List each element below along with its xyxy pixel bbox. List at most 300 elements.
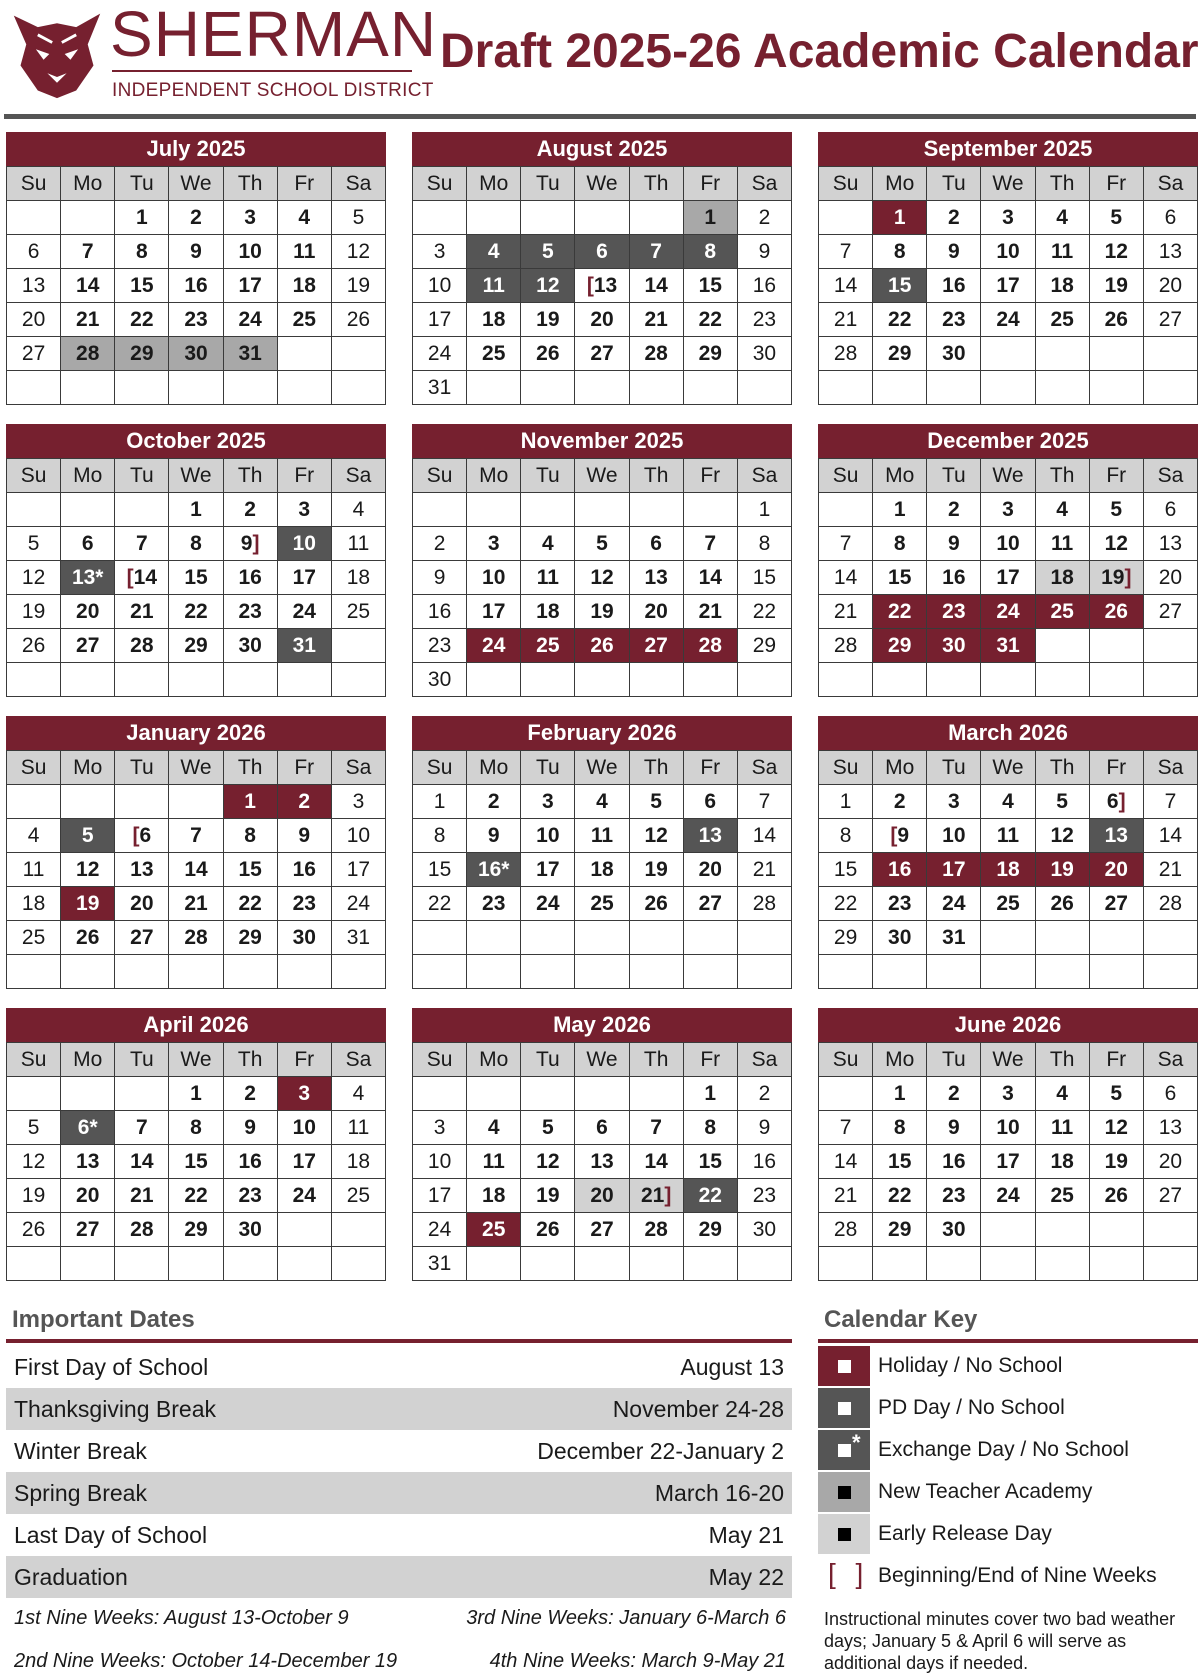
important-date-row [6, 1430, 792, 1472]
day-cell [873, 235, 927, 269]
day-cell [873, 1077, 927, 1111]
day-cell [7, 1213, 61, 1247]
day-number: 15 [130, 273, 154, 297]
empty-cell [873, 1247, 927, 1281]
day-number: 3 [433, 1115, 446, 1139]
day-number: 23 [292, 891, 316, 915]
empty-cell [413, 201, 467, 235]
day-number: 27 [1104, 891, 1128, 915]
weekday-header: Sa [331, 459, 385, 493]
day-number: 13 [590, 1149, 614, 1173]
day-number: 31 [346, 925, 371, 949]
day-number: 14 [644, 1149, 668, 1173]
day-cell [413, 1213, 467, 1247]
day-cell [413, 819, 467, 853]
day-number: 9 [298, 823, 311, 847]
day-number: 10 [536, 823, 560, 847]
day-number: 6 [1164, 205, 1177, 229]
day-cell [819, 269, 873, 303]
empty-cell [413, 921, 467, 955]
day-number: 21 [130, 599, 154, 623]
empty-cell [115, 663, 169, 697]
empty-cell [331, 1213, 385, 1247]
day-number: 30 [427, 667, 452, 691]
day-cell [277, 1179, 331, 1213]
weekday-header: We [169, 1043, 223, 1077]
day-cell [331, 595, 385, 629]
day-number: 25 [996, 891, 1020, 915]
day-number: 10 [238, 239, 262, 263]
day-number: 29 [888, 633, 912, 657]
day-number: 31 [238, 341, 262, 365]
empty-cell [7, 955, 61, 989]
day-number: 28 [752, 891, 777, 915]
day-number: 13 [1158, 531, 1183, 555]
day-cell [115, 1213, 169, 1247]
day-number: 27 [698, 891, 722, 915]
day-cell [1035, 595, 1089, 629]
weekday-header: Su [413, 1043, 467, 1077]
day-number: 30 [942, 341, 966, 365]
day-number: 31 [996, 633, 1020, 657]
day-cell [819, 303, 873, 337]
day-cell [927, 785, 981, 819]
day-number: 2 [298, 789, 311, 813]
day-number: 17 [942, 857, 966, 881]
day-number: 14 [833, 565, 858, 589]
day-cell [629, 887, 683, 921]
day-number: 14 [184, 857, 208, 881]
day-cell [331, 1077, 385, 1111]
day-cell [169, 595, 223, 629]
empty-cell [277, 663, 331, 697]
day-number: 19 [590, 599, 614, 623]
day-number: 3 [433, 239, 446, 263]
day-number: 27 [21, 341, 46, 365]
empty-cell [683, 1247, 737, 1281]
empty-cell [277, 1247, 331, 1281]
day-number: 15 [184, 565, 208, 589]
day-number: 9 [190, 239, 202, 263]
day-cell [521, 785, 575, 819]
day-cell [1143, 561, 1197, 595]
day-number: 20 [590, 307, 614, 331]
empty-cell [927, 1247, 981, 1281]
empty-cell [223, 371, 277, 405]
day-cell [277, 921, 331, 955]
day-number: 24 [996, 307, 1020, 331]
day-number: 21 [833, 307, 858, 331]
weekday-header: Sa [737, 1043, 791, 1077]
day-cell [683, 1213, 737, 1247]
empty-cell [1143, 629, 1197, 663]
important-dates-divider [6, 1339, 792, 1343]
day-cell [575, 1111, 629, 1145]
day-cell [169, 819, 223, 853]
empty-cell [819, 493, 873, 527]
day-number: 17 [996, 273, 1020, 297]
empty-cell [981, 1213, 1035, 1247]
day-number: 9 [948, 1115, 960, 1139]
important-date-value: May 21 [708, 1522, 784, 1548]
day-cell [927, 1077, 981, 1111]
day-cell [575, 303, 629, 337]
day-cell [61, 629, 115, 663]
key-label: Exchange Day / No School [878, 1438, 1129, 1461]
day-cell [927, 303, 981, 337]
day-number: 25 [1050, 1183, 1074, 1207]
nine-weeks-end-bracket: ] [252, 531, 260, 555]
day-cell [413, 663, 467, 697]
day-number: 17 [536, 857, 560, 881]
day-number: 20 [644, 599, 668, 623]
day-cell [873, 921, 927, 955]
day-cell [277, 1145, 331, 1179]
day-number: 10 [996, 239, 1020, 263]
weekday-header: Fr [277, 459, 331, 493]
day-cell [169, 337, 223, 371]
day-number: 9 [244, 1115, 256, 1139]
day-cell [981, 853, 1035, 887]
empty-cell [819, 371, 873, 405]
day-number: 9 [897, 823, 910, 847]
day-cell [223, 269, 277, 303]
important-date-label: Thanksgiving Break [14, 1396, 216, 1422]
day-cell [61, 337, 115, 371]
day-cell [1143, 303, 1197, 337]
day-cell [873, 853, 927, 887]
day-cell [981, 235, 1035, 269]
weekday-header: Tu [927, 167, 981, 201]
weekday-header: Tu [521, 751, 575, 785]
day-cell [737, 527, 791, 561]
day-number: 26 [346, 307, 371, 331]
month-calendar [6, 1008, 386, 1284]
weekday-header: Th [223, 167, 277, 201]
day-number: 16 [888, 857, 912, 881]
empty-cell [115, 1077, 169, 1111]
day-number: 22 [238, 891, 262, 915]
day-cell [981, 1145, 1035, 1179]
day-cell [927, 887, 981, 921]
day-number: 22 [184, 599, 208, 623]
day-cell [1143, 201, 1197, 235]
weekday-header: Sa [1143, 167, 1197, 201]
key-label: Holiday / No School [878, 1354, 1063, 1377]
day-number: 13 [644, 565, 668, 589]
day-number: 7 [839, 1115, 852, 1139]
day-number: 27 [1158, 1183, 1183, 1207]
day-cell [1143, 269, 1197, 303]
empty-cell [521, 1247, 575, 1281]
day-cell [169, 303, 223, 337]
empty-cell [7, 201, 61, 235]
day-cell [223, 853, 277, 887]
day-cell [575, 527, 629, 561]
day-number: 14 [698, 565, 722, 589]
calendar-key-title: Calendar Key [824, 1306, 978, 1333]
nine-weeks-begin-bracket: [ [126, 565, 134, 589]
empty-cell [1089, 1213, 1143, 1247]
day-cell [61, 1145, 115, 1179]
empty-cell [981, 663, 1035, 697]
day-number: 10 [427, 1149, 452, 1173]
day-cell [277, 629, 331, 663]
day-number: 30 [292, 925, 316, 949]
day-number: 2 [244, 497, 256, 521]
day-cell [927, 1145, 981, 1179]
weekday-header: Tu [927, 459, 981, 493]
weekday-header: Th [629, 167, 683, 201]
day-cell [737, 853, 791, 887]
day-cell [819, 819, 873, 853]
day-number: 25 [346, 599, 371, 623]
day-cell [819, 1111, 873, 1145]
day-cell [873, 1179, 927, 1213]
day-number: 22 [888, 307, 912, 331]
day-number: 21 [76, 307, 100, 331]
day-cell [981, 269, 1035, 303]
day-cell [1089, 853, 1143, 887]
key-square-icon [838, 1528, 851, 1541]
day-cell [521, 1213, 575, 1247]
day-number: 6 [1106, 789, 1119, 813]
empty-cell [1089, 629, 1143, 663]
day-number: 24 [996, 1183, 1020, 1207]
day-cell [927, 201, 981, 235]
weekday-header: Mo [61, 1043, 115, 1077]
empty-cell [1035, 1213, 1089, 1247]
day-cell [1089, 527, 1143, 561]
day-cell [521, 819, 575, 853]
day-cell [1143, 785, 1197, 819]
day-cell [223, 595, 277, 629]
day-number: 8 [893, 531, 906, 555]
day-number: 25 [292, 307, 316, 331]
empty-cell [521, 955, 575, 989]
day-cell [467, 785, 521, 819]
day-cell [873, 785, 927, 819]
day-cell [873, 337, 927, 371]
empty-cell [61, 371, 115, 405]
day-cell [169, 201, 223, 235]
empty-cell [819, 1247, 873, 1281]
day-cell [629, 853, 683, 887]
day-cell [1089, 887, 1143, 921]
day-cell [277, 595, 331, 629]
day-number: 18 [1050, 1149, 1074, 1173]
day-cell [115, 201, 169, 235]
day-number: 6 [81, 531, 94, 555]
day-number: 14 [76, 273, 100, 297]
day-cell [7, 819, 61, 853]
day-cell [819, 337, 873, 371]
important-date-row [6, 1514, 792, 1556]
day-cell [819, 629, 873, 663]
day-number: 21 [1158, 857, 1183, 881]
empty-cell [277, 1213, 331, 1247]
empty-cell [629, 371, 683, 405]
day-cell [61, 819, 115, 853]
day-number: 29 [130, 341, 154, 365]
day-number: 17 [346, 857, 371, 881]
empty-cell [277, 955, 331, 989]
day-cell [277, 527, 331, 561]
day-cell [223, 1145, 277, 1179]
day-cell [927, 629, 981, 663]
day-cell [683, 785, 737, 819]
day-cell [467, 337, 521, 371]
day-number: 2 [487, 789, 500, 813]
weekday-header: We [981, 751, 1035, 785]
day-cell [575, 235, 629, 269]
empty-cell [61, 785, 115, 819]
day-cell [1035, 527, 1089, 561]
weekday-header: Tu [927, 751, 981, 785]
day-number: 3 [298, 1081, 311, 1105]
day-cell [331, 785, 385, 819]
empty-cell [1035, 371, 1089, 405]
day-number: 30 [942, 1217, 966, 1241]
weekday-header: Fr [683, 459, 737, 493]
nine-weeks-2: 2nd Nine Weeks: October 14-December 19 [14, 1650, 398, 1672]
day-cell [61, 235, 115, 269]
day-cell [1143, 527, 1197, 561]
empty-cell [629, 955, 683, 989]
day-number: 14 [130, 1149, 154, 1173]
day-number: 4 [352, 497, 365, 521]
day-number: 15 [888, 273, 912, 297]
day-number: 18 [21, 891, 46, 915]
day-number: 7 [136, 1115, 148, 1139]
empty-cell [169, 663, 223, 697]
day-number: 30 [238, 633, 262, 657]
day-cell [981, 303, 1035, 337]
empty-cell [413, 955, 467, 989]
day-cell [223, 337, 277, 371]
empty-cell [1089, 663, 1143, 697]
nine-weeks-begin-bracket: [ [890, 823, 898, 847]
important-date-row [6, 1388, 792, 1430]
day-cell [331, 269, 385, 303]
day-cell [819, 1213, 873, 1247]
day-number: 29 [833, 925, 858, 949]
month-title: August 2025 [412, 132, 792, 166]
day-cell [169, 527, 223, 561]
day-number: 7 [650, 239, 662, 263]
day-cell [683, 1179, 737, 1213]
day-cell [521, 1111, 575, 1145]
day-cell [1143, 1179, 1197, 1213]
day-cell [413, 595, 467, 629]
day-cell [467, 887, 521, 921]
day-number: 5 [27, 1115, 40, 1139]
empty-cell [1035, 1247, 1089, 1281]
day-number: 1 [136, 205, 148, 229]
day-number: 21 [833, 599, 858, 623]
day-cell [1089, 1145, 1143, 1179]
month-calendar [818, 424, 1198, 700]
day-cell [223, 235, 277, 269]
day-cell [1035, 887, 1089, 921]
day-number: 17 [427, 307, 452, 331]
day-cell [629, 595, 683, 629]
empty-cell [981, 1247, 1035, 1281]
day-number: 12 [21, 565, 46, 589]
weekday-header: Su [413, 751, 467, 785]
day-number: 27 [590, 341, 614, 365]
day-cell [629, 269, 683, 303]
month-calendar [412, 132, 792, 408]
day-number: 21 [833, 1183, 858, 1207]
day-cell [737, 785, 791, 819]
day-number: 3 [542, 789, 554, 813]
key-label: Early Release Day [878, 1522, 1052, 1545]
day-number: 23 [752, 307, 777, 331]
day-number: 2 [244, 1081, 256, 1105]
nine-weeks-end-bracket: ] [1124, 565, 1132, 589]
empty-cell [115, 955, 169, 989]
important-date-row [6, 1472, 792, 1514]
day-cell [331, 819, 385, 853]
day-cell [521, 269, 575, 303]
day-number: 6 [704, 789, 717, 813]
day-number: 25 [1050, 307, 1074, 331]
nine-weeks-end-bracket: ] [664, 1183, 672, 1207]
empty-cell [115, 1247, 169, 1281]
day-cell [575, 819, 629, 853]
day-cell [981, 527, 1035, 561]
day-cell [1089, 1111, 1143, 1145]
empty-cell [61, 1077, 115, 1111]
day-cell [413, 269, 467, 303]
day-cell [467, 819, 521, 853]
day-cell [277, 853, 331, 887]
day-cell [413, 785, 467, 819]
empty-cell [873, 955, 927, 989]
day-cell [467, 595, 521, 629]
day-cell [873, 269, 927, 303]
day-number: 5 [81, 823, 94, 847]
day-number: 18 [346, 1149, 371, 1173]
day-cell [331, 887, 385, 921]
day-number: 2 [948, 497, 960, 521]
day-number: 29 [752, 633, 777, 657]
day-number: 10 [292, 1115, 316, 1139]
day-number: 1 [190, 497, 202, 521]
weekday-header: Mo [61, 167, 115, 201]
weekday-header: We [169, 751, 223, 785]
empty-cell [981, 921, 1035, 955]
day-cell [1035, 561, 1089, 595]
empty-cell [7, 1247, 61, 1281]
day-number: 1 [893, 205, 906, 229]
day-cell [1089, 595, 1143, 629]
day-number: 22 [698, 307, 722, 331]
day-cell [737, 595, 791, 629]
month-calendar [412, 1008, 792, 1284]
day-number: 15 [698, 273, 722, 297]
day-cell [737, 269, 791, 303]
day-number: 22 [184, 1183, 208, 1207]
weekday-header: Th [223, 459, 277, 493]
day-cell [61, 303, 115, 337]
day-cell [521, 561, 575, 595]
day-cell [331, 303, 385, 337]
weekday-header: Tu [115, 167, 169, 201]
empty-cell [683, 955, 737, 989]
day-number: 28 [833, 633, 858, 657]
